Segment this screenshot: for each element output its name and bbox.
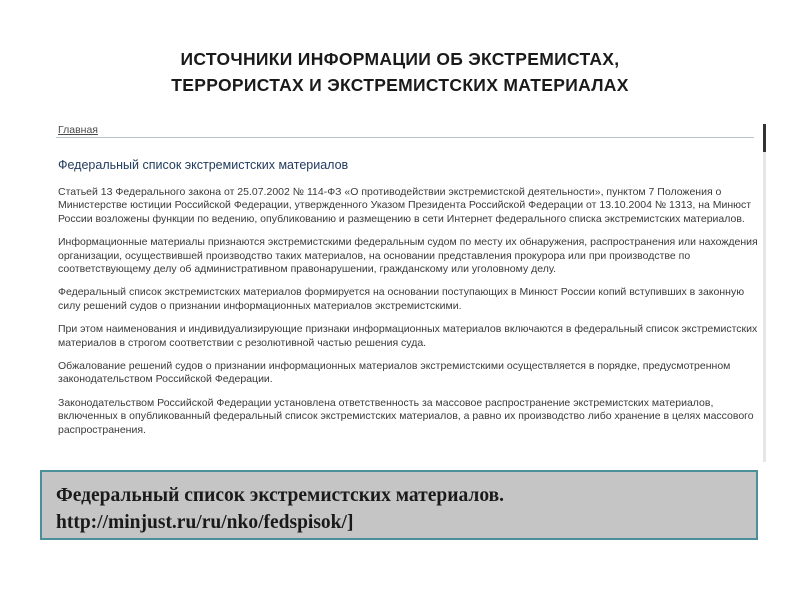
article-body	[58, 186, 764, 447]
paragraph: Федеральный список экстремистских материалов формируется на основании поступающих в Минюст России копий вступивших в законную силу решений судов о признании информационных материалов экстремистскими.	[58, 286, 745, 312]
source-caption-title: Федеральный список экстремистских материалов.	[56, 485, 505, 506]
paragraph: Обжалование решений судов о признании информационных материалов экстремистскими осуществляется в порядке, предусмотренном законодательством Российской Федерации.	[58, 360, 731, 386]
source-caption-url: http://minjust.ru/ru/nko/fedspisok/]	[56, 512, 354, 533]
paragraph: Законодательством Российской Федерации установлена ответственность за массовое распространение экстремистских материалов, включенных в опубликованный федеральный список экстремистских материалов, а равно их производство либо хранение в целях массового распространения.	[58, 396, 754, 436]
paragraph: Информационные материалы признаются экстремистскими федеральным судом по месту их обнаружения, распространения или нахождения организации, осуществившей производство таких материалов, на основании представления прокурора или при производстве по соответствующему делу об административном правонарушении, гражданскому или уголовному делу.	[58, 236, 758, 276]
paragraph: Статьей 13 Федерального закона от 25.07.2002 № 114-ФЗ «О противодействии экстремистской деятельности», пунктом 7 Положения о Министерстве юстиции Российской Федерации, утвержденного Указом Президента Российской Федерации от 13.10.2004 № 1313, на Минюст России возложены функции по ведению, опубликованию и размещению в сети Интернет федерального списка экстремистских материалов.	[58, 186, 752, 225]
source-caption-box	[40, 470, 758, 540]
page-heading: Федеральный список экстремистских материалов	[58, 158, 349, 172]
header-divider	[56, 137, 754, 138]
scrollbar-thumb[interactable]	[763, 124, 766, 152]
webpage-screenshot	[48, 118, 768, 468]
slide-title-line-2: ТЕРРОРИСТАХ И ЭКСТРЕМИСТСКИХ МАТЕРИАЛАХ	[171, 75, 629, 95]
source-caption	[56, 482, 746, 536]
slide-title-line-1: ИСТОЧНИКИ ИНФОРМАЦИИ ОБ ЭКСТРЕМИСТАХ,	[180, 49, 620, 69]
breadcrumb-home-link[interactable]: Главная	[58, 124, 98, 136]
paragraph: При этом наименования и индивидуализирующие признаки информационных материалов включаются в федеральный список экстремистских материалов в строгом соответствии с резолютивной частью решения суда.	[58, 323, 758, 349]
slide-title	[60, 46, 740, 98]
